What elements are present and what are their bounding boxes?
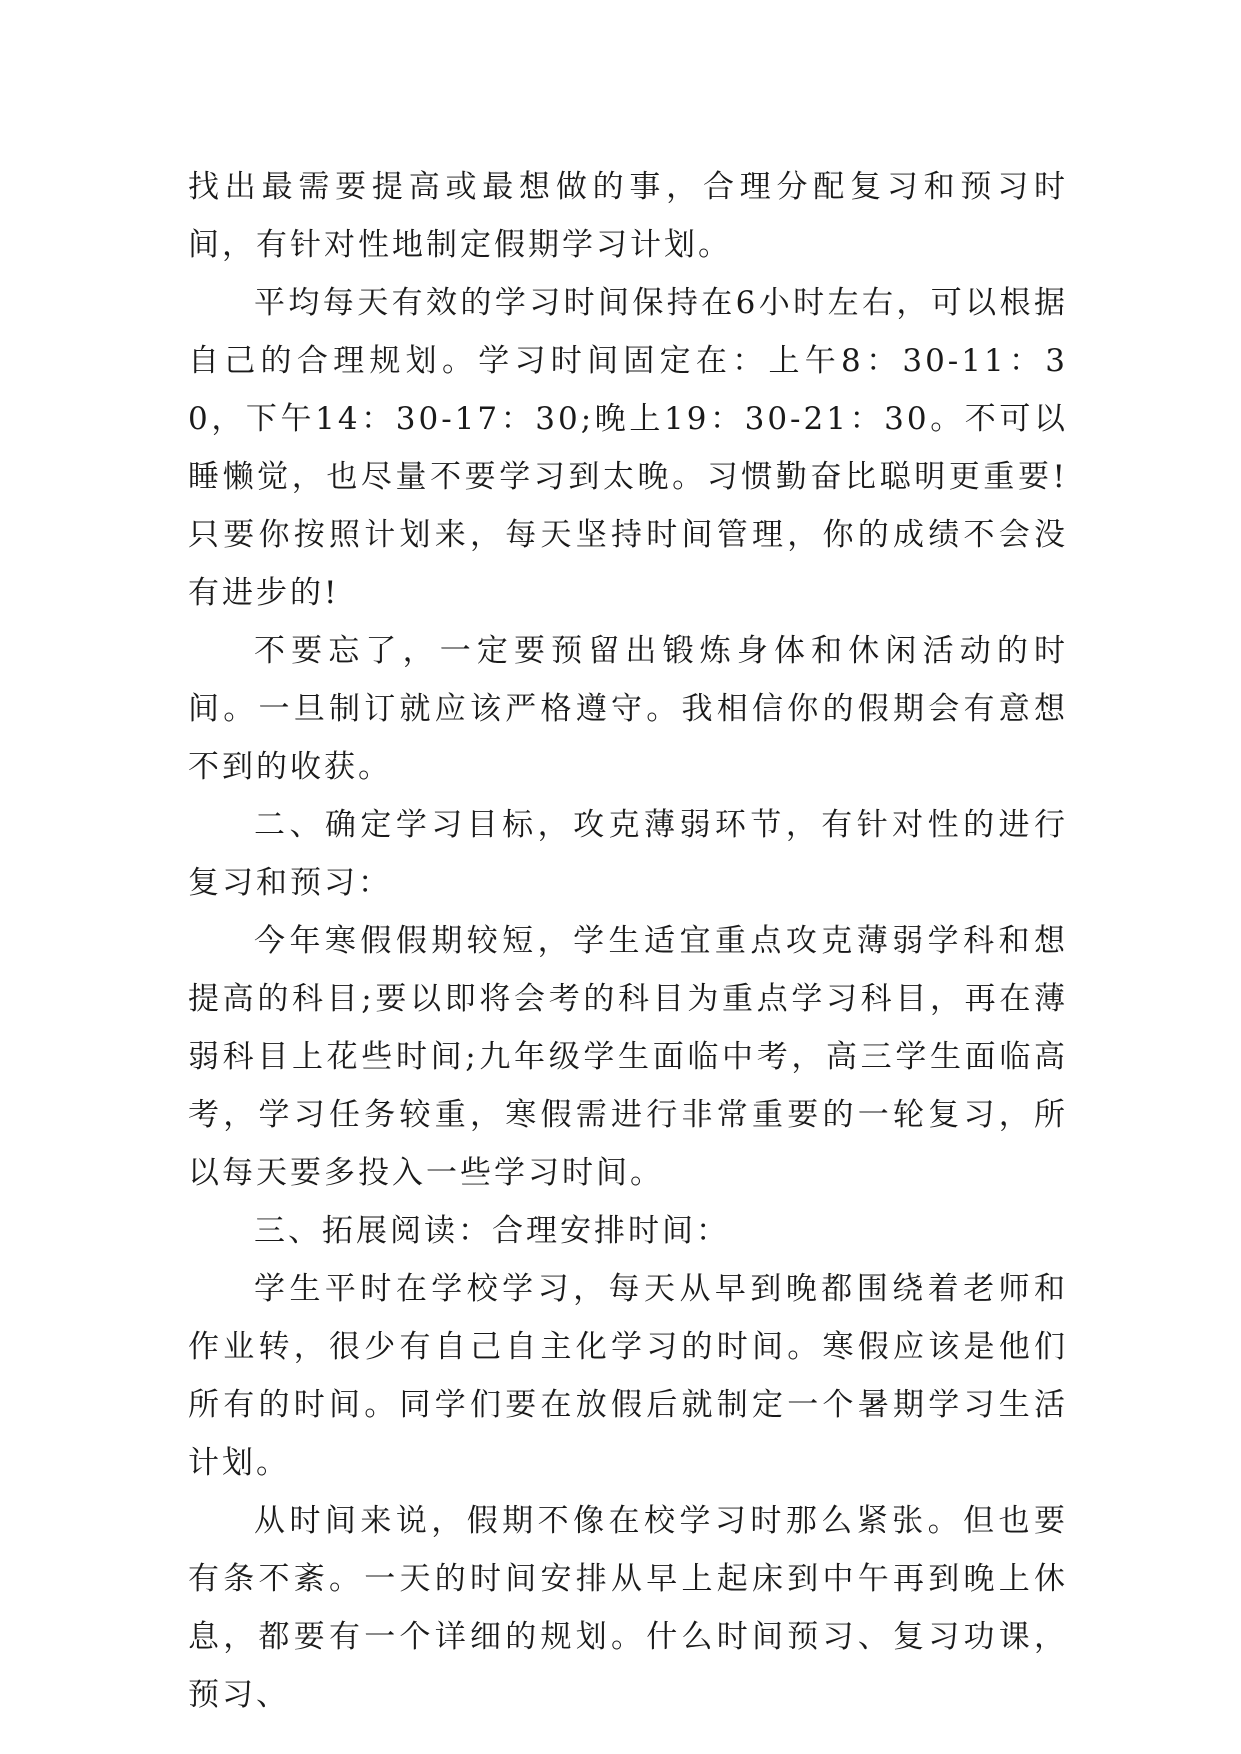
document-body [188,158,1068,1724]
paragraph-rest-time: 不要忘了，一定要预留出锻炼身体和休闲活动的时间。一旦制订就应该严格遵守。我相信你的假期会有意想不到的收获。 [188,633,1068,785]
paragraph-time-plan: 从时间来说，假期不像在校学习时那么紧张。但也要有条不紊。一天的时间安排从早上起床到中午再到晚上休息，都要有一个详细的规划。什么时间预习、复习功课，预习、 [188,1503,1068,1713]
paragraph-study-hours: 平均每天有效的学习时间保持在6小时左右，可以根据自己的合理规划。学习时间固定在：上午8：30-11：30，下午14：30-17：30;晚上19：30-21：30。不可以睡懒觉，也尽量不要学习到太晚。习惯勤奋比聪明更重要!只要你按照计划来，每天坚持时间管理，你的成绩不会没有进步的! [188,285,1068,611]
section-heading-2: 二、确定学习目标，攻克薄弱环节，有针对性的进行复习和预习： [188,807,1068,901]
paragraph-school-study: 学生平时在学校学习，每天从早到晚都围绕着老师和作业转，很少有自己自主化学习的时间。寒假应该是他们所有的时间。同学们要在放假后就制定一个暑期学习生活计划。 [188,1271,1068,1481]
paragraph-winter-break: 今年寒假假期较短，学生适宜重点攻克薄弱学科和想提高的科目;要以即将会考的科目为重点学习科目，再在薄弱科目上花些时间;九年级学生面临中考，高三学生面临高考，学习任务较重，寒假需进行非常重要的一轮复习，所以每天要多投入一些学习时间。 [188,923,1068,1191]
paragraph-continuation: 找出最需要提高或最想做的事，合理分配复习和预习时间，有针对性地制定假期学习计划。 [188,169,1068,263]
section-heading-3: 三、拓展阅读：合理安排时间： [254,1213,730,1249]
